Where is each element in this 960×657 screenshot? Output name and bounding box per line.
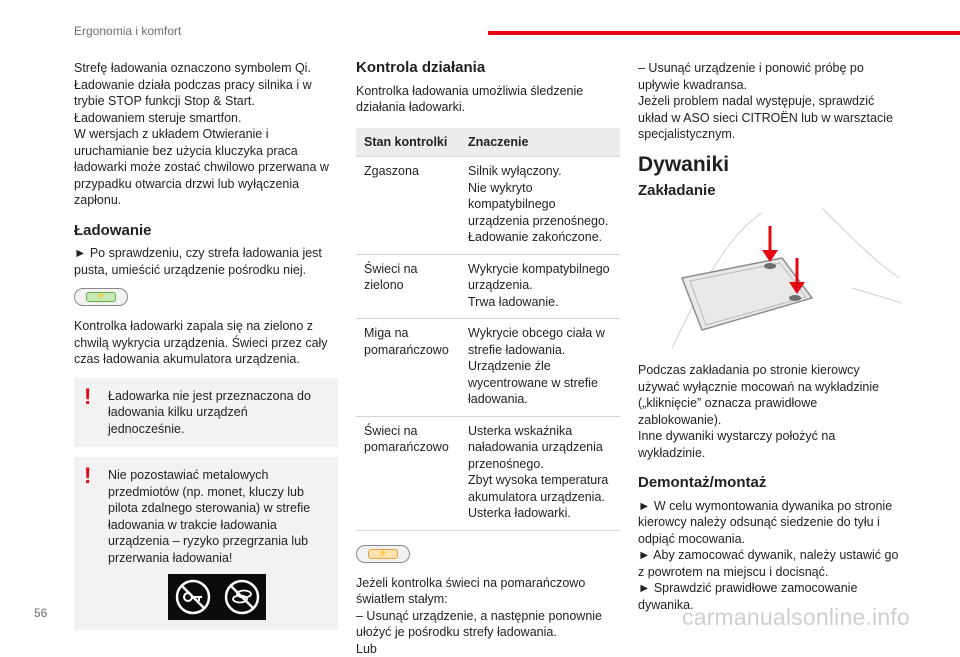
table-cell-state: Zgaszona [356,157,460,255]
table-cell-state: Świeci na zielono [356,254,460,319]
removal-step: ► W celu wymontowania dywanika po stronie kierowcy należy odsunąć siedzenie do tyłu i odpiąć mocowania. [638,498,902,548]
no-metal-objects-icon [168,574,266,620]
table-row [356,254,620,319]
column-2 [356,60,620,657]
table-cell-meaning: Silnik wyłączony. Nie wykryto kompatybilnego urządzenia przenośnego. Ładowanie zakończone. [460,157,620,255]
warning-text: Nie pozostawiać metalowych przedmiotów (np. monet, kluczy lub pilota zdalnego sterowania) w strefie ładowania w trakcie ładowania urządzenia – ryzyko przegrzania lub przerwania ładowania! [108,467,326,566]
warning-icon: ! [84,465,91,487]
orange-step: – Usunąć urządzenie, a następnie ponownie ułożyć je pośrodku strefy ładowania. [356,608,620,641]
warning-box [74,457,338,630]
function-check-heading: Kontrola działania [356,60,620,77]
table-row [356,157,620,255]
intro-line: W wersjach z układem Otwieranie i uruchamianie bez użycia kluczyka praca ładowarki może zostać chwilowo przerwana w przypadku otwarcia drzwi lub wyłączenia zapłonu. [74,126,338,209]
header-title: Ergonomia i komfort [74,24,181,38]
table-row [356,319,620,417]
warning-text: Ładowarka nie jest przeznaczona do ładowania kilku urządzeń jednocześnie. [108,388,326,438]
table-row [356,416,620,530]
charging-step: ► Po sprawdzeniu, czy strefa ładowania jest pusta, umieścić urządzenie pośrodku niej. [74,245,338,278]
green-indicator-icon: ⚡ [74,288,128,306]
section-title: Dywaniki [638,157,902,174]
orange-indicator-text: Jeżeli kontrolka świeci na pomarańczowo światłem stałym: [356,575,620,608]
intro-line: Ładowaniem steruje smartfon. [74,110,338,127]
table-header: Znaczenie [460,128,620,157]
function-check-intro: Kontrolka ładowania umożliwia śledzenie działania ładowarki. [356,83,620,116]
removal-step: ► Aby zamocować dywanik, należy ustawić go z powrotem na miejscu i docisnąć. [638,547,902,580]
floor-mat-illustration [652,208,902,353]
warning-icon: ! [84,386,91,408]
header-accent-bar [488,31,960,35]
indicator-table [356,128,620,531]
removal-heading: Demontaż/montaż [638,475,902,492]
table-cell-state: Świeci na pomarańczowo [356,416,460,530]
column-3 [638,60,902,613]
retry-step: – Usunąć urządzenie i ponowić próbę po upływie kwadransa. [638,60,902,93]
column-1 [74,60,338,640]
watermark: carmanualsonline.info [682,604,910,631]
page-number: 56 [34,606,47,620]
install-heading: Zakładanie [638,183,902,200]
orange-or: Lub [356,641,620,657]
warning-box [74,378,338,448]
table-header: Stan kontrolki [356,128,460,157]
table-cell-meaning: Usterka wskaźnika naładowania urządzenia przenośnego. Zbyt wysoka temperatura akumulatora urządzenia. Usterka ładowarki. [460,416,620,530]
problem-text: Jeżeli problem nadal występuje, sprawdzić układ w ASO sieci CITROËN lub w warsztacie specjalistycznym. [638,93,902,143]
table-cell-meaning: Wykrycie kompatybilnego urządzenia. Trwa ładowanie. [460,254,620,319]
no-key-icon [174,578,212,616]
green-indicator-text: Kontrolka ładowarki zapala się na zielono z chwilą wykrycia urządzenia. Świeci przez cały czas ładowania akumulatora urządzenia. [74,318,338,368]
charging-heading: Ładowanie [74,223,338,240]
install-text: Inne dywaniki wystarczy położyć na wykładzinie. [638,428,902,461]
intro-line: Ładowanie działa podczas pracy silnika i w trybie STOP funkcji Stop & Start. [74,77,338,110]
intro-line: Strefę ładowania oznaczono symbolem Qi. [74,60,338,77]
table-cell-meaning: Wykrycie obcego ciała w strefie ładowania. Urządzenie źle wycentrowane w strefie ładowania. [460,319,620,417]
table-cell-state: Miga na pomarańczowo [356,319,460,417]
install-text: Podczas zakładania po stronie kierowcy używać wyłącznie mocowań na wykładzinie („kliknięcie” oznacza prawidłowe zablokowanie). [638,362,902,428]
no-coins-icon [223,578,261,616]
orange-indicator-icon: ⚡ [356,545,410,563]
removal-step: ► Sprawdzić prawidłowe zamocowanie dywanika. [638,580,902,613]
